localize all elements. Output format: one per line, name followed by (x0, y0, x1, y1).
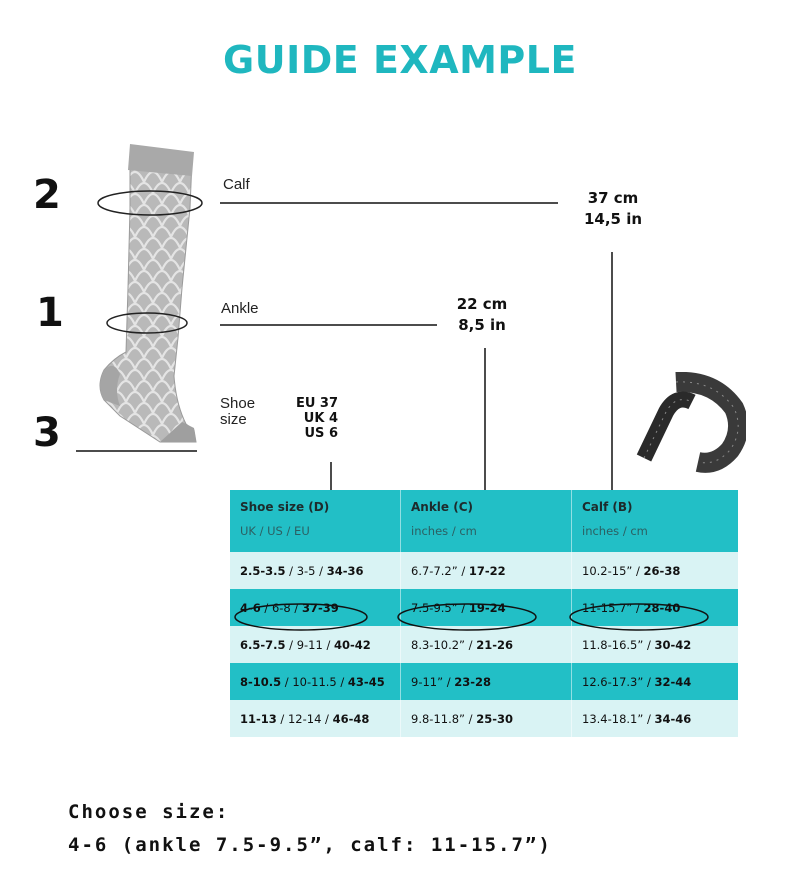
table-row-selected (230, 589, 738, 626)
shoe-eu: EU 37 (295, 396, 338, 411)
calf-measurement (568, 188, 658, 230)
shoe-us: US 6 (304, 426, 338, 441)
header-shoe: Shoe size (D) UK / US / EU (230, 490, 401, 552)
cell-calf: 11-15.7” / 28-40 (572, 589, 739, 626)
table-row (230, 700, 738, 737)
shoe-uk: UK 4 (303, 411, 338, 426)
cell-ankle: 8.3-10.2” / 21-26 (401, 626, 572, 663)
calf-cm: 37 cm (587, 189, 639, 207)
cell-shoe: 8-10.5 / 10-11.5 / 43-45 (230, 663, 401, 700)
ankle-in: 8,5 in (458, 316, 506, 334)
choose-size-note (68, 796, 552, 862)
cell-ankle: 7.5-9.5” / 19-24 (401, 589, 572, 626)
ankle-label: Ankle (221, 300, 259, 317)
table-row (230, 663, 738, 700)
shoe-size-values (272, 396, 338, 441)
calf-step-number: 2 (33, 172, 61, 218)
shoe-step-number: 3 (33, 410, 61, 456)
shoe-size-label-line2: size (220, 411, 247, 428)
cell-shoe: 6.5-7.5 / 9-11 / 40-42 (230, 626, 401, 663)
header-calf: Calf (B) inches / cm (572, 490, 739, 552)
cell-ankle: 9.8-11.8” / 25-30 (401, 700, 572, 737)
ankle-cm: 22 cm (456, 295, 508, 313)
ankle-step-number: 1 (36, 290, 64, 336)
page-title: GUIDE EXAMPLE (223, 38, 577, 82)
choose-size-result: 4-6 (ankle 7.5-9.5”, calf: 11-15.7”) (68, 834, 552, 856)
ankle-measurement (437, 294, 527, 336)
cell-ankle: 9-11” / 23-28 (401, 663, 572, 700)
cell-calf: 10.2-15” / 26-38 (572, 552, 739, 589)
cell-shoe: 2.5-3.5 / 3-5 / 34-36 (230, 552, 401, 589)
calf-label: Calf (223, 176, 250, 193)
cell-ankle: 6.7-7.2” / 17-22 (401, 552, 572, 589)
choose-size-heading: Choose size: (68, 801, 230, 823)
cell-shoe: 4-6 / 6-8 / 37-39 (230, 589, 401, 626)
size-table (230, 490, 738, 737)
header-ankle: Ankle (C) inches / cm (401, 490, 572, 552)
measuring-tape-icon (636, 372, 746, 482)
cell-calf: 13.4-18.1” / 34-46 (572, 700, 739, 737)
cell-calf: 11.8-16.5” / 30-42 (572, 626, 739, 663)
calf-in: 14,5 in (583, 210, 643, 228)
cell-shoe: 11-13 / 12-14 / 46-48 (230, 700, 401, 737)
table-row (230, 552, 738, 589)
cell-calf: 12.6-17.3” / 32-44 (572, 663, 739, 700)
table-header-row (230, 490, 738, 552)
table-row (230, 626, 738, 663)
shoe-size-label-line1: Shoe (220, 395, 256, 412)
